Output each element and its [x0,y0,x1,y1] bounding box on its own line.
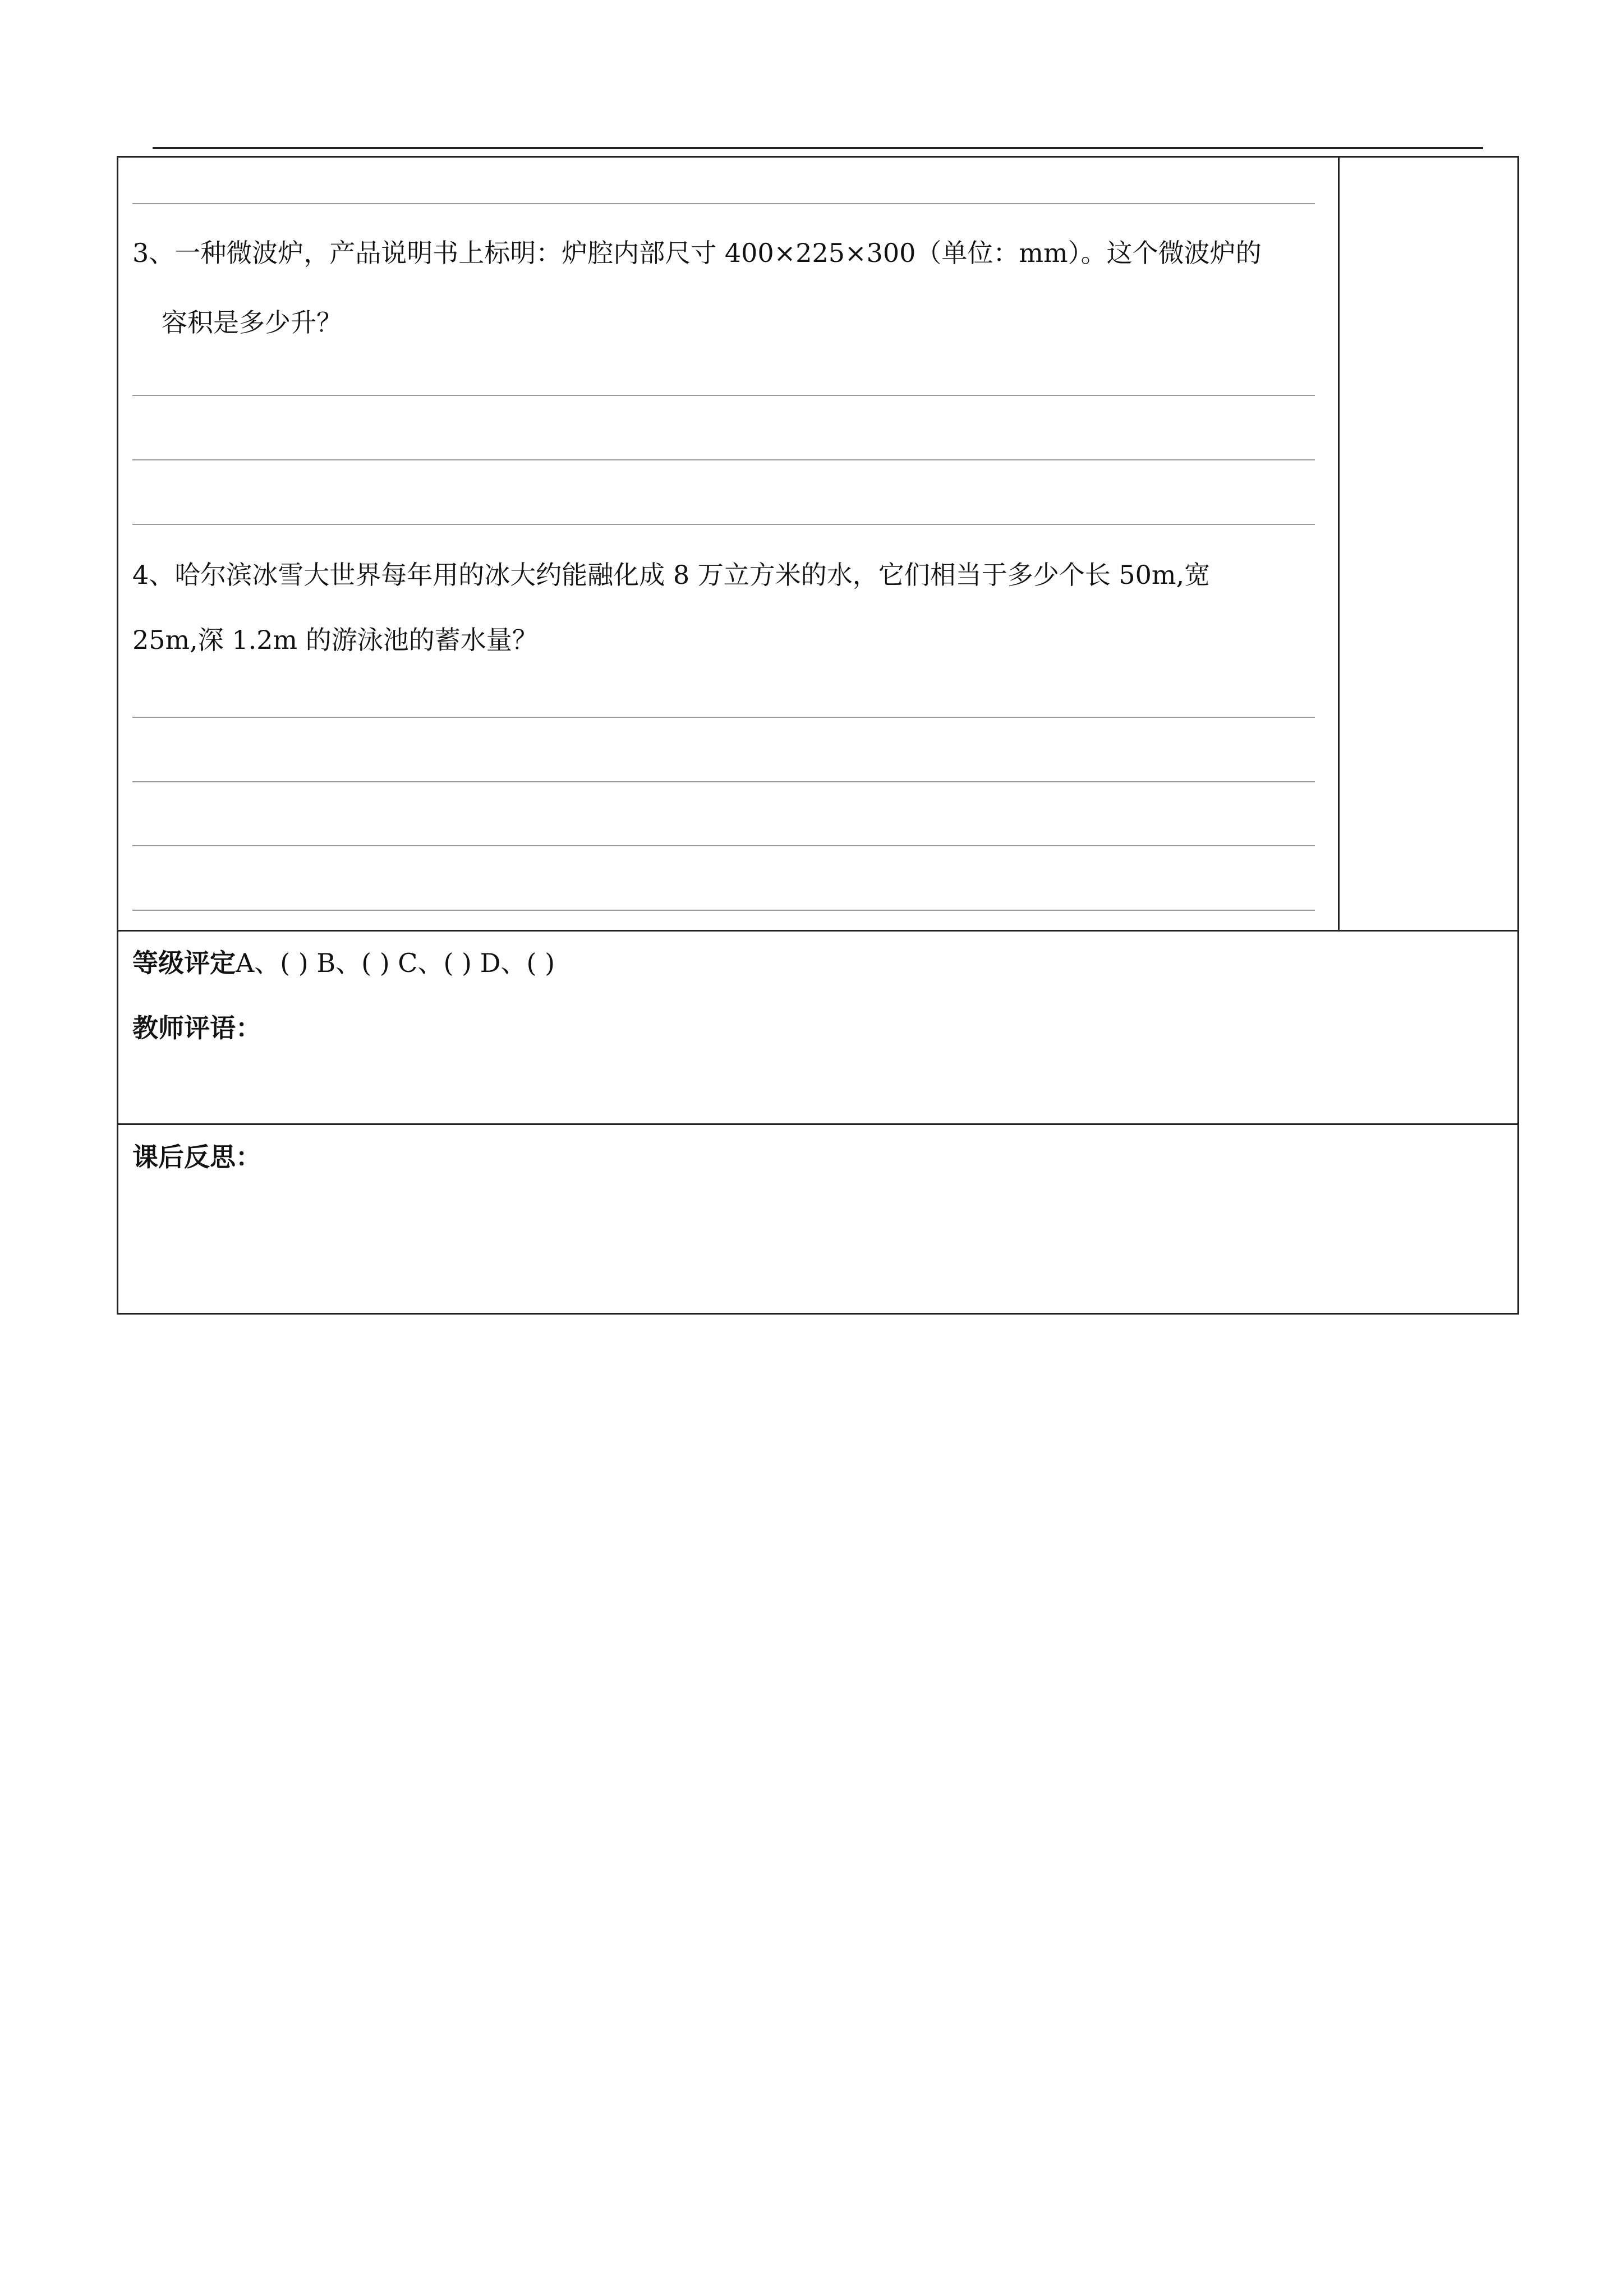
answer-line [132,395,1315,396]
grade-label: 等级评定 [132,948,236,978]
question-3-text-line2: 容积是多少升？ [162,307,342,338]
question-3-text-line1: 3、一种微波炉，产品说明书上标明：炉腔内部尺寸 400×225×300（单位：mm）。这个微波炉的 [132,238,1262,268]
answer-line [132,717,1315,718]
question-4-text-line1: 4、哈尔滨冰雪大世界每年用的冰大约能融化成 8 万立方米的水，它们相当于多少个长 50m,宽 [132,560,1211,590]
grade-evaluation [132,950,555,976]
answer-line [132,524,1315,525]
reflection-row-divider [117,1123,1519,1125]
reflection-label: 课后反思： [132,1142,261,1172]
teacher-comment-label: 教师评语： [132,1013,261,1043]
answer-line [132,781,1315,782]
page-header-rule [153,147,1483,149]
question-4-text-line2: 25m,深 1.2m 的游泳池的蓄水量？ [132,625,538,655]
answer-line [132,459,1315,460]
right-margin-column-divider [1338,156,1340,930]
answer-line [132,910,1315,911]
grade-row-divider [117,930,1519,932]
answer-line [132,845,1315,846]
grade-options: A、( ) B、( ) C、( ) D、( ) [236,948,555,978]
answer-line [132,203,1315,204]
